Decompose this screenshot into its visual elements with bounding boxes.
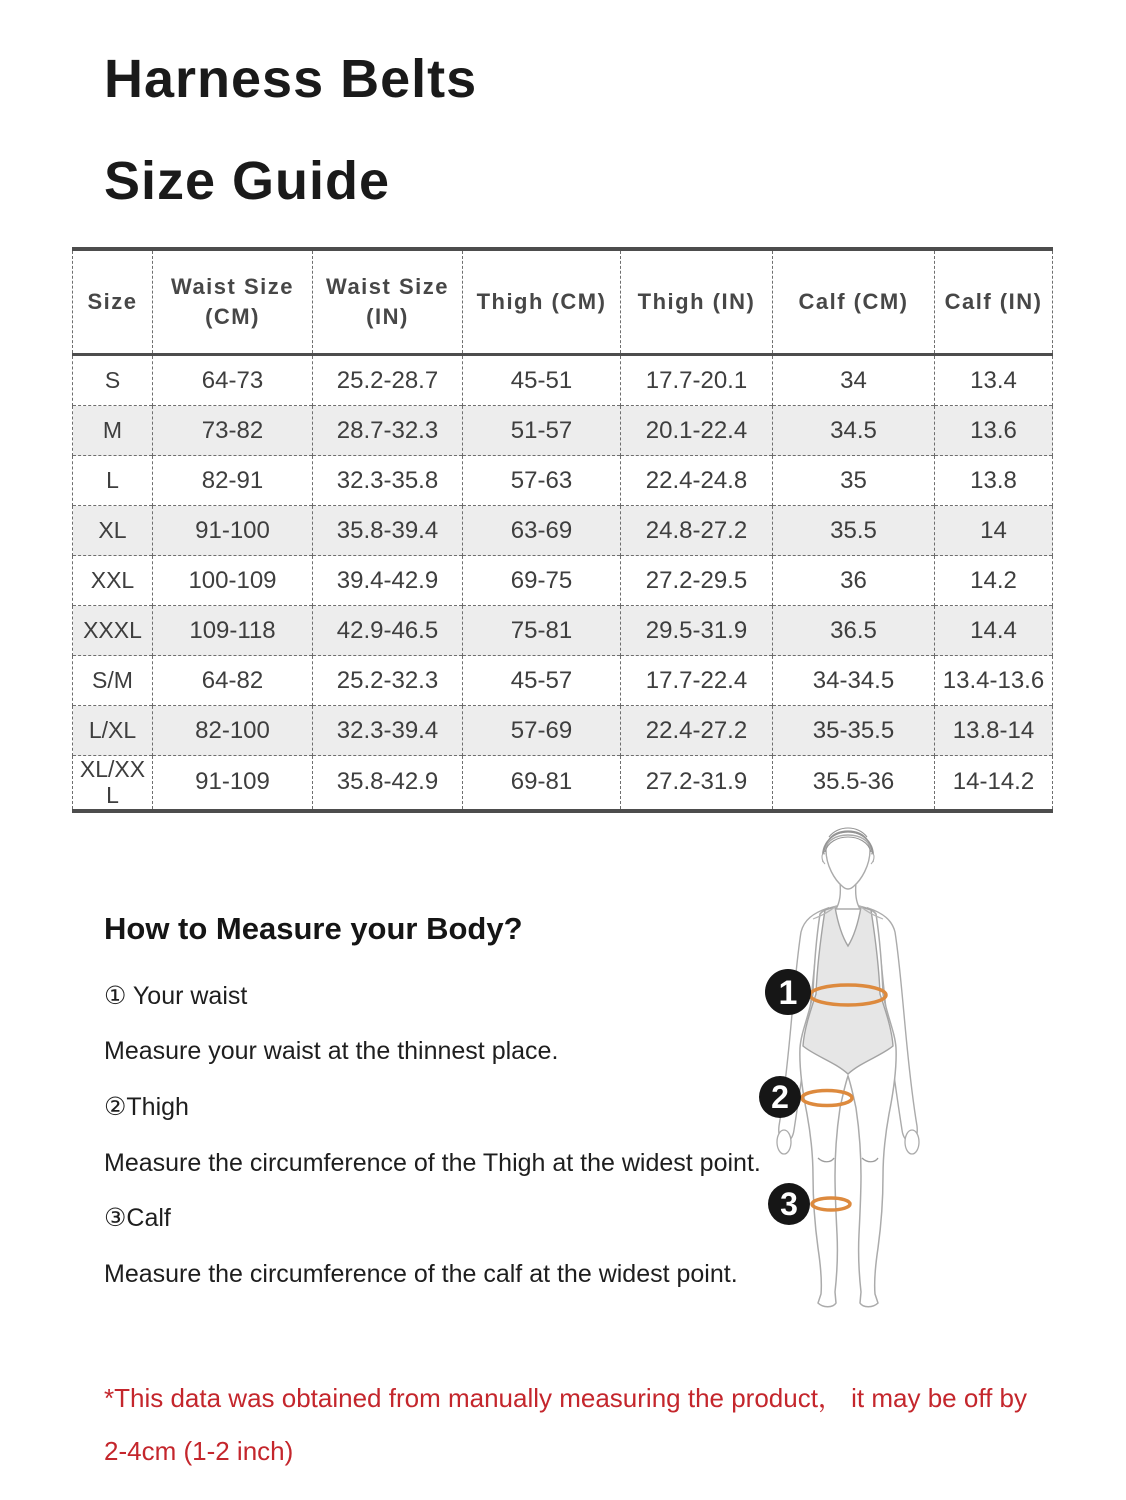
table-row (73, 355, 1053, 406)
calf-marker (768, 1183, 810, 1225)
waist-marker (765, 969, 811, 1015)
measurement-cell: 35.8-39.4 (313, 506, 463, 556)
measurement-cell: 14.4 (935, 606, 1053, 656)
measurement-cell: 42.9-46.5 (313, 606, 463, 656)
measurement-cell: 75-81 (463, 606, 621, 656)
size-cell: S/M (73, 656, 153, 706)
table-row (73, 656, 1053, 706)
table-row (73, 406, 1053, 456)
column-header: Waist Size (IN) (313, 249, 463, 355)
measurement-cell: 45-57 (463, 656, 621, 706)
table-row (73, 456, 1053, 506)
measurement-cell: 35.8-42.9 (313, 756, 463, 811)
measurement-cell: 13.8 (935, 456, 1053, 506)
size-cell: L (73, 456, 153, 506)
measurement-cell: 32.3-39.4 (313, 706, 463, 756)
table-row (73, 756, 1053, 811)
measurement-cell: 27.2-29.5 (621, 556, 773, 606)
measurement-cell: 82-100 (153, 706, 313, 756)
size-cell: XXL (73, 556, 153, 606)
measurement-cell: 36.5 (773, 606, 935, 656)
figure-face (826, 835, 870, 889)
measurement-cell: 91-100 (153, 506, 313, 556)
table-row (73, 606, 1053, 656)
size-cell: M (73, 406, 153, 456)
measure-step-calf-description: Measure the circumference of the calf at the widest point. (104, 1260, 738, 1288)
size-cell: S (73, 355, 153, 406)
measurement-cell: 14 (935, 506, 1053, 556)
measurement-cell: 25.2-32.3 (313, 656, 463, 706)
measurement-cell: 57-63 (463, 456, 621, 506)
table-row (73, 506, 1053, 556)
measurement-cell: 34.5 (773, 406, 935, 456)
measure-step-waist-description: Measure your waist at the thinnest place. (104, 1037, 559, 1065)
measurement-cell: 28.7-32.3 (313, 406, 463, 456)
measurement-cell: 39.4-42.9 (313, 556, 463, 606)
measure-step-waist-label: ① Your waist (104, 982, 248, 1010)
measure-step-thigh-description: Measure the circumference of the Thigh at the widest point. (104, 1149, 761, 1177)
measurement-cell: 63-69 (463, 506, 621, 556)
measurement-cell: 34-34.5 (773, 656, 935, 706)
column-header: Calf (CM) (773, 249, 935, 355)
table-row (73, 706, 1053, 756)
column-header: Thigh (IN) (621, 249, 773, 355)
disclaimer-line1: *This data was obtained from manually measuring the product， it may be off by (104, 1383, 1027, 1413)
measurement-cell: 22.4-27.2 (621, 706, 773, 756)
measurement-cell: 22.4-24.8 (621, 456, 773, 506)
disclaimer-line2: 2-4cm (1-2 inch) (104, 1436, 294, 1466)
size-cell: XL (73, 506, 153, 556)
measurement-cell: 32.3-35.8 (313, 456, 463, 506)
measurement-cell: 29.5-31.9 (621, 606, 773, 656)
measurement-cell: 73-82 (153, 406, 313, 456)
measurement-cell: 13.4 (935, 355, 1053, 406)
measurement-cell: 64-82 (153, 656, 313, 706)
measurement-cell: 109-118 (153, 606, 313, 656)
measure-section-heading: How to Measure your Body? (104, 911, 523, 946)
column-header: Size (73, 249, 153, 355)
page-title-line2: Size Guide (104, 151, 391, 211)
table-row (73, 556, 1053, 606)
measurement-cell: 100-109 (153, 556, 313, 606)
measurement-cell: 35.5-36 (773, 756, 935, 811)
measurement-cell: 69-81 (463, 756, 621, 811)
size-table-body (73, 355, 1053, 811)
size-cell: L/XL (73, 706, 153, 756)
measurement-cell: 17.7-20.1 (621, 355, 773, 406)
figure-hand-left (777, 1130, 791, 1154)
size-cell: XXXL (73, 606, 153, 656)
body-measurement-figure (733, 806, 1065, 1318)
measurement-cell: 13.6 (935, 406, 1053, 456)
thigh-marker-number: 2 (771, 1079, 789, 1115)
measurement-cell: 57-69 (463, 706, 621, 756)
measurement-cell: 64-73 (153, 355, 313, 406)
thigh-marker (759, 1076, 801, 1118)
measurement-cell: 24.8-27.2 (621, 506, 773, 556)
measurement-cell: 20.1-22.4 (621, 406, 773, 456)
measurement-cell: 17.7-22.4 (621, 656, 773, 706)
measurement-cell: 45-51 (463, 355, 621, 406)
size-cell: XL/XXL (73, 756, 153, 811)
size-table (72, 247, 1053, 813)
column-header: Calf (IN) (935, 249, 1053, 355)
measurement-cell: 14.2 (935, 556, 1053, 606)
calf-marker-number: 3 (780, 1186, 798, 1222)
measurement-cell: 91-109 (153, 756, 313, 811)
measurement-cell: 82-91 (153, 456, 313, 506)
page-title-line1: Harness Belts (104, 49, 478, 109)
measure-step-calf-label: ③Calf (104, 1204, 171, 1232)
measurement-cell: 51-57 (463, 406, 621, 456)
figure-ear-right (871, 854, 874, 864)
disclaimer-note (104, 1372, 1027, 1478)
column-header: Thigh (CM) (463, 249, 621, 355)
measurement-cell: 69-75 (463, 556, 621, 606)
measurement-cell: 13.4-13.6 (935, 656, 1053, 706)
figure-hand-right (905, 1130, 919, 1154)
column-header: Waist Size (CM) (153, 249, 313, 355)
measurement-cell: 35.5 (773, 506, 935, 556)
size-table-header-row (73, 249, 1053, 355)
measurement-cell: 36 (773, 556, 935, 606)
waist-marker-number: 1 (778, 974, 798, 1012)
measurement-cell: 34 (773, 355, 935, 406)
measurement-cell: 13.8-14 (935, 706, 1053, 756)
figure-ear-left (822, 854, 825, 864)
measurement-cell: 35-35.5 (773, 706, 935, 756)
measurement-cell: 35 (773, 456, 935, 506)
measure-step-thigh-label: ②Thigh (104, 1093, 189, 1121)
measurement-cell: 25.2-28.7 (313, 355, 463, 406)
measurement-cell: 14-14.2 (935, 756, 1053, 811)
measurement-cell: 27.2-31.9 (621, 756, 773, 811)
